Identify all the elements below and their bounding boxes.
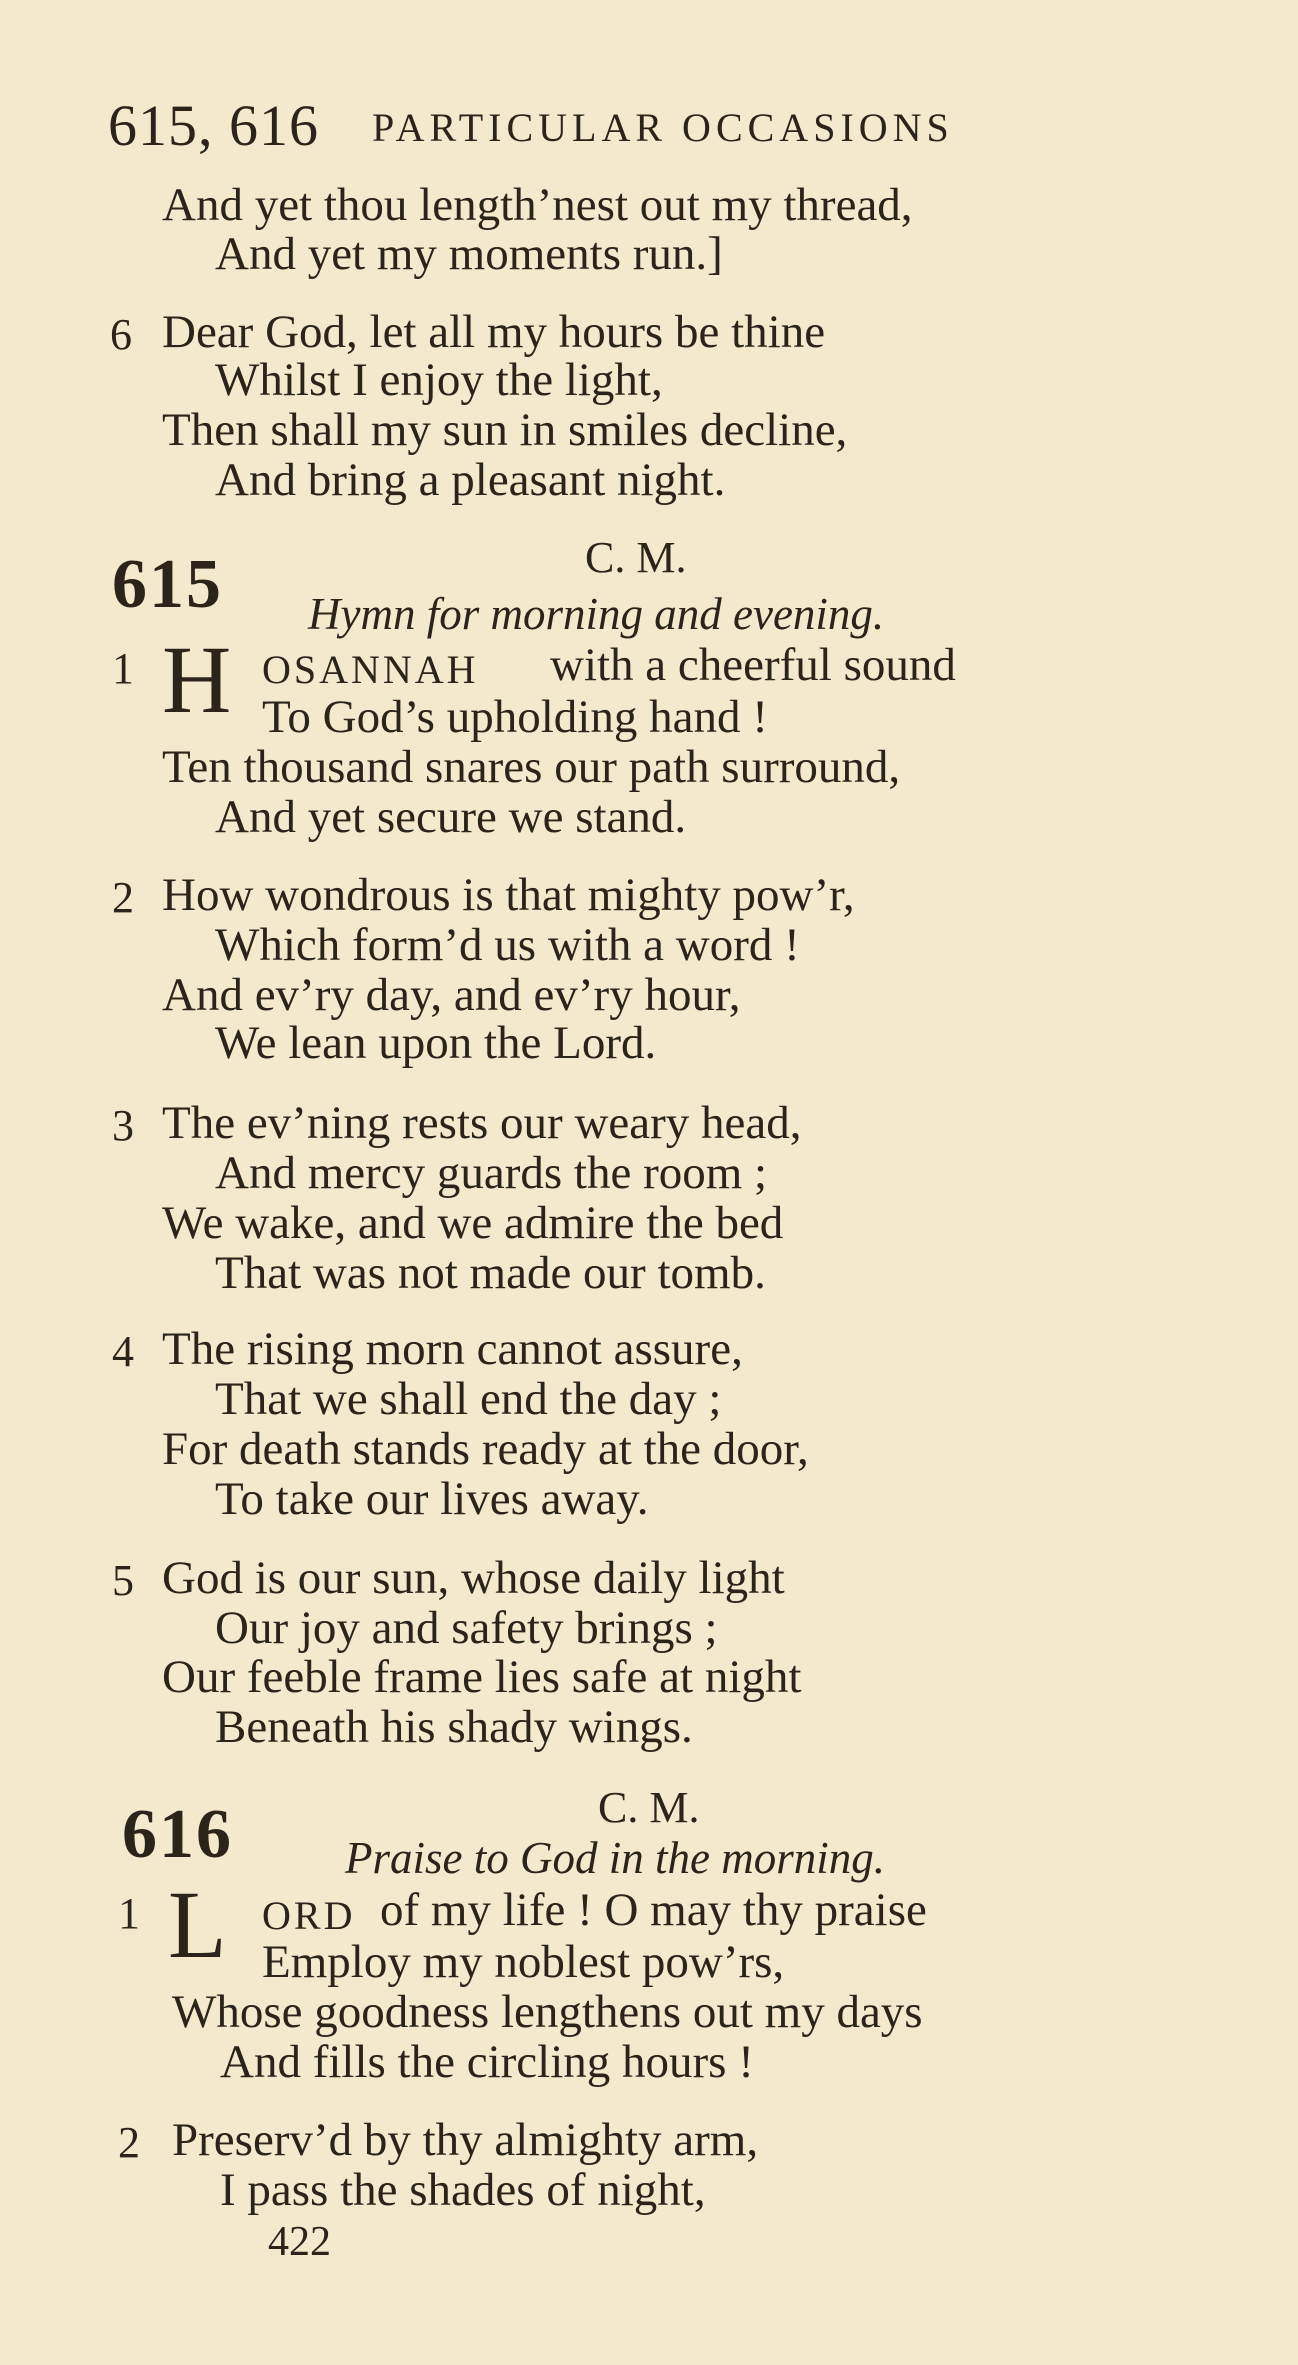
hymn-meter: C. M.	[585, 533, 687, 582]
verse-number: 2	[112, 873, 134, 922]
verse-line: And fills the circling hours !	[220, 2036, 754, 2088]
small-caps-word: OSANNAH	[262, 647, 479, 692]
drop-capital: H	[162, 626, 232, 733]
verse-line: To take our lives away.	[215, 1473, 649, 1525]
page-number: 422	[268, 2219, 331, 2265]
verse-line: How wondrous is that mighty pow’r,	[162, 869, 855, 921]
verse-line: Dear God, let all my hours be thine	[162, 306, 826, 358]
verse-line: To God’s upholding hand !	[262, 691, 768, 743]
verse-line: Then shall my sun in smiles decline,	[162, 404, 848, 456]
continuation-line: And yet thou length’nest out my thread,	[162, 179, 913, 231]
verse-line: Ten thousand snares our path surround,	[162, 741, 901, 793]
verse-line: Employ my noblest pow’rs,	[262, 1936, 785, 1988]
verse-line: We lean upon the Lord.	[215, 1017, 657, 1069]
verse-line: We wake, and we admire the bed	[162, 1197, 784, 1249]
verse-line: Beneath his shady wings.	[215, 1701, 693, 1753]
verse-number: 1	[118, 1889, 140, 1938]
verse-line: The ev’ning rests our weary head,	[162, 1097, 802, 1149]
hymn-number: 615	[112, 546, 223, 623]
verse-line: of my life ! O may thy praise	[380, 1884, 927, 1936]
drop-capital: L	[168, 1871, 227, 1978]
verse-line: Whilst I enjoy the light,	[215, 354, 663, 406]
verse-line: with a cheerful sound	[550, 639, 956, 691]
verse-number: 2	[118, 2118, 140, 2167]
verse-line: And yet secure we stand.	[215, 791, 687, 843]
verse-number: 6	[110, 310, 132, 359]
verse-number: 1	[112, 644, 134, 693]
continuation-line: And yet my moments run.]	[215, 228, 723, 280]
hymn-meter: C. M.	[598, 1783, 700, 1832]
verse-line: And mercy guards the room ;	[215, 1147, 768, 1199]
hymn-number: 616	[122, 1796, 233, 1873]
verse-line: I pass the shades of night,	[220, 2164, 706, 2216]
small-caps-word: ORD	[262, 1893, 356, 1938]
verse-line: God is our sun, whose daily light	[162, 1552, 785, 1604]
verse-line: For death stands ready at the door,	[162, 1423, 809, 1475]
verse-line: Preserv’d by thy almighty arm,	[172, 2114, 759, 2166]
verse-line: That we shall end the day ;	[215, 1373, 722, 1425]
header-hymn-numbers: 615, 616	[108, 93, 319, 158]
verse-number: 3	[112, 1101, 134, 1150]
verse-line: And ev’ry day, and ev’ry hour,	[162, 969, 741, 1021]
verse-number: 5	[112, 1556, 134, 1605]
hymn-title: Hymn for morning and evening.	[308, 589, 885, 639]
verse-line: The rising morn cannot assure,	[162, 1323, 743, 1375]
hymn-title: Praise to God in the morning.	[345, 1833, 885, 1883]
verse-line: Whose goodness lengthens out my days	[172, 1986, 923, 2038]
verse-line: And bring a pleasant night.	[215, 454, 726, 506]
header-section-title: PARTICULAR OCCASIONS	[372, 105, 954, 150]
verse-line: Our joy and safety brings ;	[215, 1602, 718, 1654]
verse-line: That was not made our tomb.	[215, 1247, 766, 1299]
verse-line: Our feeble frame lies safe at night	[162, 1651, 802, 1703]
verse-line: Which form’d us with a word !	[215, 919, 800, 971]
verse-number: 4	[112, 1327, 134, 1376]
